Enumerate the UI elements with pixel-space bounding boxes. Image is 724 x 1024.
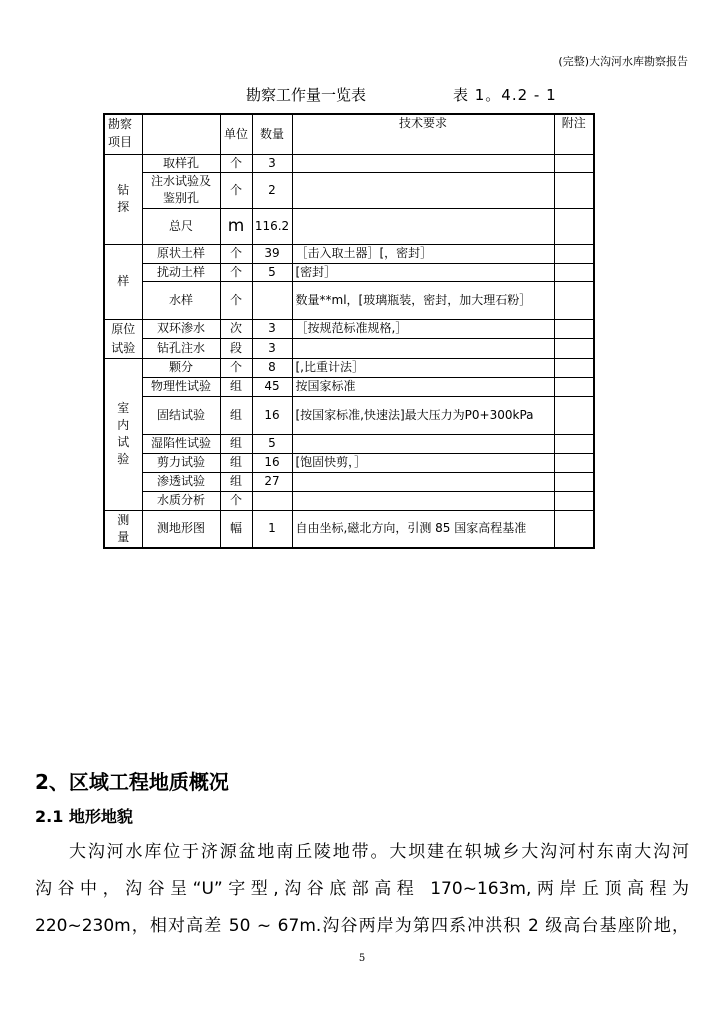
group-drill: 钻探: [104, 154, 142, 244]
table-row: [104, 154, 594, 172]
row-qty: [252, 491, 292, 510]
row-qty: 1: [252, 510, 292, 548]
row-tech: [292, 339, 554, 359]
row-qty: 16: [252, 453, 292, 472]
row-qty: 116.2: [252, 208, 292, 244]
row-note: [554, 154, 594, 172]
row-unit: 段: [220, 339, 252, 359]
row-tech: [292, 154, 554, 172]
row-tech: [饱固快剪，］: [292, 453, 554, 472]
row-qty: 39: [252, 244, 292, 263]
row-qty: 2: [252, 172, 292, 208]
row-unit: 次: [220, 319, 252, 339]
header-blank: [142, 114, 220, 154]
row-qty: 16: [252, 396, 292, 434]
row-name: 原状土样: [142, 244, 220, 263]
table-row: [104, 319, 594, 339]
table-row: [104, 434, 594, 453]
row-unit: 组: [220, 396, 252, 434]
row-note: [554, 172, 594, 208]
header-qty: 数量: [252, 114, 292, 154]
row-tech: [292, 491, 554, 510]
row-unit: m: [220, 208, 252, 244]
row-name: 双环渗水: [142, 319, 220, 339]
row-tech: [292, 172, 554, 208]
table-row: [104, 472, 594, 491]
table-row: [104, 208, 594, 244]
row-tech: [,比重计法］: [292, 358, 554, 377]
row-tech: ［按规范标准规格,］: [292, 319, 554, 339]
row-name: 湿陷性试验: [142, 434, 220, 453]
table-row: [104, 339, 594, 359]
row-tech: [密封］: [292, 263, 554, 281]
subsection-heading: 2.1 地形地貌: [35, 807, 133, 826]
row-unit: 个: [220, 154, 252, 172]
row-unit: 个: [220, 491, 252, 510]
row-tech: [292, 472, 554, 491]
row-tech: [292, 434, 554, 453]
table-row: [104, 377, 594, 396]
row-note: [554, 281, 594, 319]
table-row: [104, 491, 594, 510]
row-unit: 个: [220, 358, 252, 377]
row-name: 总尺: [142, 208, 220, 244]
row-tech: [按国家标准,快速法]最大压力为P0+300kPa: [292, 396, 554, 434]
row-note: [554, 510, 594, 548]
header-tech: 技术要求: [292, 114, 554, 154]
row-unit: 幅: [220, 510, 252, 548]
row-qty: 45: [252, 377, 292, 396]
table-header-row: [104, 114, 594, 154]
row-name: 水样: [142, 281, 220, 319]
row-qty: [252, 281, 292, 319]
row-name: 钻孔注水: [142, 339, 220, 359]
table-title: 勘察工作量一览表: [246, 86, 367, 104]
row-name: 注水试验及鉴别孔: [142, 172, 220, 208]
row-qty: 8: [252, 358, 292, 377]
row-note: [554, 208, 594, 244]
row-unit: 个: [220, 263, 252, 281]
table-row: [104, 453, 594, 472]
row-name: 渗透试验: [142, 472, 220, 491]
row-unit: 组: [220, 377, 252, 396]
row-tech: ［击入取土器］[，密封］: [292, 244, 554, 263]
row-unit: 组: [220, 453, 252, 472]
row-name: 测地形图: [142, 510, 220, 548]
header-note: 附注: [554, 114, 594, 154]
document-header: (完整)大沟河水库勘察报告: [558, 55, 688, 68]
page-number: 5: [358, 953, 366, 964]
header-item: 勘察项目: [104, 114, 142, 154]
row-tech: [292, 208, 554, 244]
table-row: [104, 244, 594, 263]
table-number: 表 1。4.2 - 1: [453, 86, 557, 104]
row-name: 水质分析: [142, 491, 220, 510]
row-qty: 27: [252, 472, 292, 491]
row-note: [554, 263, 594, 281]
group-insitu: 原位试验: [104, 319, 142, 358]
row-qty: 5: [252, 434, 292, 453]
row-qty: 3: [252, 154, 292, 172]
table-row: [104, 510, 594, 548]
table-row: [104, 172, 594, 208]
group-survey: 测量: [104, 510, 142, 548]
row-tech: 自由坐标,磁北方向，引测 85 国家高程基准: [292, 510, 554, 548]
row-qty: 5: [252, 263, 292, 281]
row-name: 颗分: [142, 358, 220, 377]
table-row: [104, 281, 594, 319]
row-unit: 个: [220, 244, 252, 263]
group-lab: 室内试验: [104, 358, 142, 510]
row-note: [554, 358, 594, 377]
row-note: [554, 453, 594, 472]
row-note: [554, 491, 594, 510]
paragraph-line: 220~230m，相对高差 50 ~ 67m.沟谷两岸为第四系冲洪积 2 级高台基座阶地，: [35, 916, 689, 936]
row-name: 物理性试验: [142, 377, 220, 396]
group-sample: 样: [104, 244, 142, 319]
row-note: [554, 472, 594, 491]
row-note: [554, 434, 594, 453]
row-note: [554, 396, 594, 434]
header-unit: 单位: [220, 114, 252, 154]
row-unit: 组: [220, 434, 252, 453]
row-unit: 个: [220, 172, 252, 208]
row-qty: 3: [252, 319, 292, 339]
table-row: [104, 358, 594, 377]
paragraph-line: 大沟河水库位于济源盆地南丘陵地带。大坝建在轵城乡大沟河村东南大沟河: [69, 842, 689, 862]
row-note: [554, 377, 594, 396]
row-name: 取样孔: [142, 154, 220, 172]
row-note: [554, 319, 594, 339]
row-tech: 按国家标准: [292, 377, 554, 396]
row-tech: 数量**ml，[玻璃瓶装，密封，加大理石粉］: [292, 281, 554, 319]
body-paragraph: [35, 834, 689, 945]
row-name: 扰动土样: [142, 263, 220, 281]
row-unit: 组: [220, 472, 252, 491]
row-name: 剪力试验: [142, 453, 220, 472]
paragraph-line: 沟谷中，沟谷呈“U”字型,沟谷底部高程 170~163m,两岸丘顶高程为: [35, 879, 689, 899]
row-note: [554, 244, 594, 263]
table-row: [104, 396, 594, 434]
survey-workload-table: [103, 113, 595, 549]
section-heading: 2、区域工程地质概况: [35, 770, 229, 794]
row-unit: 个: [220, 281, 252, 319]
row-qty: 3: [252, 339, 292, 359]
row-name: 固结试验: [142, 396, 220, 434]
row-note: [554, 339, 594, 359]
table-row: [104, 263, 594, 281]
